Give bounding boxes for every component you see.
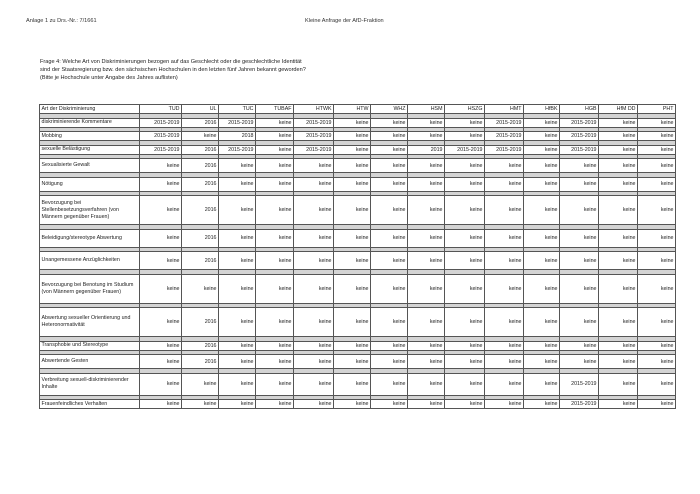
table-cell: keine	[445, 118, 485, 127]
table-cell: keine	[408, 252, 445, 270]
table-cell: keine	[294, 341, 334, 350]
column-header: HSZG	[445, 105, 485, 114]
table-row	[40, 145, 676, 154]
table-cell: keine	[219, 159, 256, 173]
table-cell: keine	[445, 400, 485, 409]
table-cell: keine	[182, 132, 219, 141]
table-cell: 2019	[408, 145, 445, 154]
table-cell: keine	[599, 252, 638, 270]
table-cell: keine	[638, 355, 676, 369]
table-cell: keine	[445, 177, 485, 191]
table-cell: 2015-2019	[294, 118, 334, 127]
column-header: TUD	[140, 105, 182, 114]
table-cell: keine	[219, 308, 256, 337]
row-label: Nötigung	[40, 177, 140, 191]
table-row	[40, 177, 676, 191]
table-cell: keine	[408, 308, 445, 337]
table-cell: keine	[599, 373, 638, 395]
table-cell: 2016	[182, 196, 219, 225]
table-cell: keine	[524, 159, 560, 173]
table-cell: 2016	[182, 355, 219, 369]
table-cell: keine	[445, 196, 485, 225]
table-cell: keine	[256, 355, 294, 369]
table-cell: keine	[334, 229, 371, 247]
column-header: TUC	[219, 105, 256, 114]
table-cell: keine	[445, 308, 485, 337]
table-cell: keine	[294, 177, 334, 191]
table-cell: keine	[524, 132, 560, 141]
table-cell: keine	[638, 252, 676, 270]
table-cell: 2016	[182, 252, 219, 270]
table-cell: keine	[599, 274, 638, 303]
table-cell: keine	[371, 118, 408, 127]
table-cell: keine	[371, 177, 408, 191]
question-line: sind der Staatsregierung bzw. den sächsischen Hochschulen in den letzten fünf Jahren bekannt geworden?	[40, 67, 306, 73]
document-title: Kleine Anfrage der AfD-Fraktion	[305, 18, 384, 24]
table-cell: keine	[408, 355, 445, 369]
column-header: PHT	[638, 105, 676, 114]
table-cell: keine	[371, 252, 408, 270]
table-cell: keine	[638, 118, 676, 127]
row-label: diskriminierende Kommentare	[40, 118, 140, 127]
table-row	[40, 252, 676, 270]
table-cell: keine	[140, 177, 182, 191]
discrimination-table	[39, 104, 676, 409]
table-cell: 2018	[219, 132, 256, 141]
table-cell: keine	[219, 400, 256, 409]
table-cell: 2016	[182, 308, 219, 337]
table-cell: keine	[334, 145, 371, 154]
table-cell: keine	[219, 341, 256, 350]
table-cell: keine	[485, 400, 524, 409]
table-cell: keine	[256, 252, 294, 270]
table-cell: keine	[599, 159, 638, 173]
table-cell: keine	[219, 355, 256, 369]
table-row	[40, 274, 676, 303]
table-cell: keine	[560, 274, 599, 303]
table-cell: keine	[256, 145, 294, 154]
table-cell: 2015-2019	[485, 118, 524, 127]
table-cell: keine	[638, 308, 676, 337]
table-cell: keine	[371, 159, 408, 173]
row-label: Abwertende Gesten	[40, 355, 140, 369]
table-cell: 2015-2019	[140, 118, 182, 127]
table-cell: 2015-2019	[560, 145, 599, 154]
table-cell: keine	[445, 229, 485, 247]
table-cell: 2015-2019	[140, 132, 182, 141]
table-row	[40, 118, 676, 127]
table-cell: keine	[408, 196, 445, 225]
table-cell: keine	[485, 159, 524, 173]
column-header: HTW	[334, 105, 371, 114]
table-cell: keine	[256, 118, 294, 127]
table-cell: keine	[140, 355, 182, 369]
table-cell: keine	[371, 132, 408, 141]
table-cell: keine	[599, 132, 638, 141]
table-cell: keine	[445, 274, 485, 303]
table-cell: keine	[524, 229, 560, 247]
table-cell: 2016	[182, 229, 219, 247]
table-cell: keine	[408, 118, 445, 127]
table-cell: keine	[524, 400, 560, 409]
table-cell: keine	[294, 196, 334, 225]
table-cell: keine	[408, 373, 445, 395]
table-cell: keine	[599, 196, 638, 225]
table-row	[40, 132, 676, 141]
table-cell: 2015-2019	[219, 145, 256, 154]
table-cell: keine	[408, 177, 445, 191]
row-label: Bevorzugung bei Benotung im Studium (von Männern gegenüber Frauen)	[40, 274, 140, 303]
table-cell: keine	[371, 373, 408, 395]
table-cell: keine	[445, 252, 485, 270]
table-cell: keine	[294, 355, 334, 369]
table-cell: keine	[485, 252, 524, 270]
table-cell: keine	[219, 177, 256, 191]
table-cell: keine	[524, 177, 560, 191]
table-row	[40, 400, 676, 409]
table-cell: keine	[560, 177, 599, 191]
table-cell: keine	[219, 373, 256, 395]
table-cell: keine	[294, 308, 334, 337]
table-cell: keine	[638, 145, 676, 154]
table-cell: keine	[408, 229, 445, 247]
table-cell: keine	[408, 341, 445, 350]
column-header: HMT	[485, 105, 524, 114]
table-cell: keine	[638, 159, 676, 173]
table-cell: keine	[524, 341, 560, 350]
table-cell: keine	[219, 274, 256, 303]
table-cell: keine	[182, 274, 219, 303]
table-cell: keine	[140, 308, 182, 337]
table-cell: keine	[638, 274, 676, 303]
table-cell: keine	[371, 308, 408, 337]
table-cell: keine	[140, 400, 182, 409]
table-cell: keine	[485, 274, 524, 303]
table-body	[40, 114, 676, 409]
table-row	[40, 341, 676, 350]
table-cell: keine	[294, 274, 334, 303]
table-cell: 2015-2019	[219, 118, 256, 127]
column-header: WHZ	[371, 105, 408, 114]
table-cell: keine	[140, 373, 182, 395]
table-cell: keine	[219, 252, 256, 270]
table-cell: keine	[524, 308, 560, 337]
table-cell: keine	[256, 400, 294, 409]
table-cell: 2016	[182, 341, 219, 350]
table-cell: keine	[599, 355, 638, 369]
table-cell: keine	[294, 400, 334, 409]
table-cell: keine	[256, 308, 294, 337]
table-cell: 2015-2019	[560, 373, 599, 395]
row-label: Bevorzugung bei Stellenbesetzungsverfahren (von Männern gegenüber Frauen)	[40, 196, 140, 225]
table-cell: keine	[334, 118, 371, 127]
table-cell: keine	[334, 308, 371, 337]
table-cell: keine	[294, 373, 334, 395]
table-cell: keine	[638, 341, 676, 350]
table-cell: 2015-2019	[294, 132, 334, 141]
table-cell: keine	[334, 274, 371, 303]
table-header-row	[40, 105, 676, 114]
row-label: sexuelle Belästigung	[40, 145, 140, 154]
row-label: Mobbing	[40, 132, 140, 141]
table-cell: keine	[485, 308, 524, 337]
table-cell: keine	[256, 196, 294, 225]
table-cell: keine	[256, 229, 294, 247]
table-cell: keine	[560, 341, 599, 350]
table-cell: keine	[638, 400, 676, 409]
table-cell: keine	[140, 341, 182, 350]
table-cell: keine	[408, 400, 445, 409]
table-cell: keine	[219, 196, 256, 225]
table-cell: keine	[560, 159, 599, 173]
table-cell: keine	[599, 308, 638, 337]
table-cell: keine	[599, 118, 638, 127]
column-header: TUBAF	[256, 105, 294, 114]
table-cell: 2015-2019	[560, 132, 599, 141]
table-cell: 2016	[182, 145, 219, 154]
table-cell: keine	[560, 308, 599, 337]
column-header: HTWK	[294, 105, 334, 114]
table-cell: keine	[638, 373, 676, 395]
table-cell: keine	[140, 196, 182, 225]
table-cell: keine	[140, 274, 182, 303]
column-header: Art der Diskriminierung	[40, 105, 140, 114]
table-cell: keine	[524, 118, 560, 127]
question-line: (Bitte je Hochschule unter Angabe des Jahres auflisten)	[40, 75, 178, 81]
row-label: Verbreitung sexuell-diskriminierender Inhalte	[40, 373, 140, 395]
table-cell: 2015-2019	[485, 132, 524, 141]
table-cell: keine	[334, 196, 371, 225]
row-label: Unangemessene Anzüglichkeiten	[40, 252, 140, 270]
row-label: Transphobie und Stereotype	[40, 341, 140, 350]
table-cell: keine	[371, 274, 408, 303]
table-row	[40, 229, 676, 247]
table-cell: keine	[371, 196, 408, 225]
table-cell: keine	[334, 341, 371, 350]
table-cell: keine	[256, 132, 294, 141]
table-cell: 2015-2019	[560, 118, 599, 127]
row-label: Abwertung sexueller Orientierung und Heteronormativität	[40, 308, 140, 337]
table-cell: keine	[294, 159, 334, 173]
table-row	[40, 355, 676, 369]
table-cell: keine	[638, 132, 676, 141]
table-cell: keine	[408, 274, 445, 303]
table-cell: keine	[524, 373, 560, 395]
table-cell: keine	[445, 159, 485, 173]
table-cell: keine	[638, 177, 676, 191]
table-cell: keine	[599, 145, 638, 154]
column-header: HGB	[560, 105, 599, 114]
table-cell: 2015-2019	[560, 400, 599, 409]
table-cell: keine	[485, 355, 524, 369]
table-cell: keine	[140, 229, 182, 247]
table-cell: keine	[182, 400, 219, 409]
table-cell: keine	[294, 252, 334, 270]
table-cell: keine	[371, 355, 408, 369]
row-label: Frauenfeindliches Verhalten	[40, 400, 140, 409]
column-header: UL	[182, 105, 219, 114]
table-cell: 2015-2019	[445, 145, 485, 154]
table-cell: 2015-2019	[294, 145, 334, 154]
table-cell: keine	[334, 400, 371, 409]
table-cell: 2015-2019	[140, 145, 182, 154]
table-cell: keine	[485, 229, 524, 247]
table-cell: 2015-2019	[485, 145, 524, 154]
table-cell: keine	[599, 341, 638, 350]
table-cell: keine	[256, 373, 294, 395]
table-cell: keine	[256, 159, 294, 173]
row-label: Beleidigung/stereotype Abwertung	[40, 229, 140, 247]
question-line: Frage 4: Welche Art von Diskriminierungen bezogen auf das Geschlecht oder die geschlechtliche Identität	[40, 59, 302, 65]
table-cell: keine	[560, 252, 599, 270]
table-cell: keine	[599, 177, 638, 191]
table-cell: keine	[334, 177, 371, 191]
table-row	[40, 196, 676, 225]
table-cell: 2016	[182, 159, 219, 173]
table-cell: keine	[334, 252, 371, 270]
table-cell: keine	[334, 159, 371, 173]
table-cell: keine	[485, 341, 524, 350]
table-cell: keine	[140, 252, 182, 270]
table-cell: keine	[371, 229, 408, 247]
table-cell: keine	[560, 196, 599, 225]
table-row	[40, 373, 676, 395]
question-text	[40, 58, 460, 82]
table-cell: keine	[371, 341, 408, 350]
document-reference: Anlage 1 zu Drs.-Nr.: 7/1661	[26, 18, 97, 24]
table-cell: keine	[256, 341, 294, 350]
table-cell: keine	[256, 274, 294, 303]
column-header: HfM DD	[599, 105, 638, 114]
table-cell: 2016	[182, 118, 219, 127]
table-cell: keine	[560, 355, 599, 369]
table-cell: keine	[485, 177, 524, 191]
table-cell: keine	[524, 196, 560, 225]
column-header: HfBK	[524, 105, 560, 114]
table-cell: keine	[485, 196, 524, 225]
table-cell: keine	[219, 229, 256, 247]
table-cell: keine	[599, 400, 638, 409]
column-header: HSM	[408, 105, 445, 114]
table-cell: keine	[524, 355, 560, 369]
table-cell: keine	[524, 274, 560, 303]
table-cell: keine	[371, 145, 408, 154]
table-row	[40, 159, 676, 173]
table-cell: keine	[485, 373, 524, 395]
table-cell: keine	[334, 132, 371, 141]
table-cell: keine	[445, 355, 485, 369]
table-cell: keine	[599, 229, 638, 247]
table-cell: keine	[445, 341, 485, 350]
table-cell: keine	[638, 229, 676, 247]
table-cell: keine	[294, 229, 334, 247]
table-cell: keine	[408, 159, 445, 173]
table-cell: keine	[140, 159, 182, 173]
table-cell: keine	[408, 132, 445, 141]
table-cell: keine	[182, 373, 219, 395]
table-cell: keine	[524, 252, 560, 270]
table-cell: keine	[256, 177, 294, 191]
table-cell: keine	[638, 196, 676, 225]
table-cell: keine	[524, 145, 560, 154]
table-cell: keine	[445, 373, 485, 395]
table-cell: keine	[445, 132, 485, 141]
row-label: Sexualisierte Gewalt	[40, 159, 140, 173]
table-row	[40, 308, 676, 337]
table-cell: keine	[334, 373, 371, 395]
table-cell: 2016	[182, 177, 219, 191]
table-cell: keine	[560, 229, 599, 247]
table-cell: keine	[371, 400, 408, 409]
table-cell: keine	[334, 355, 371, 369]
